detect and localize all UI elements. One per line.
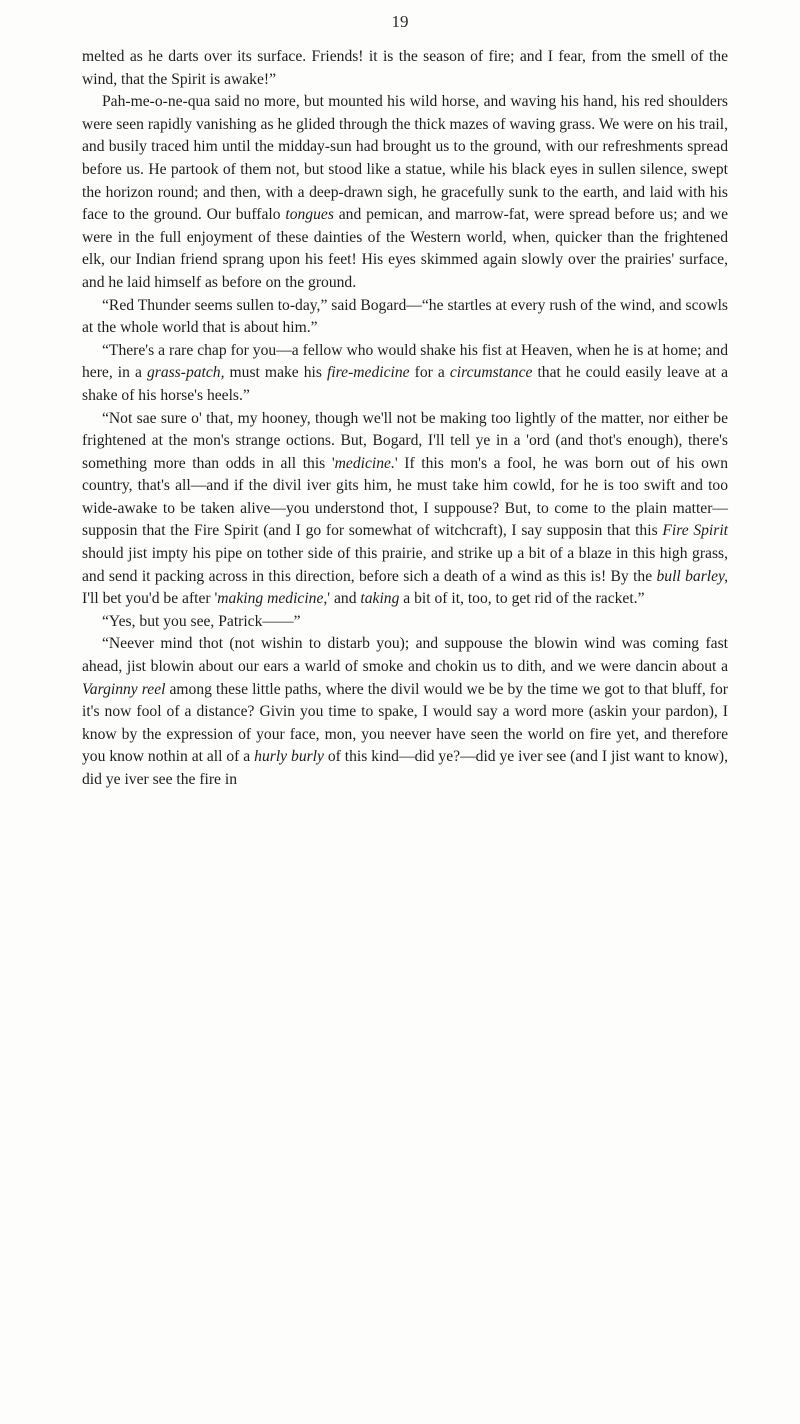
paragraph xyxy=(82,46,728,91)
italic-text: tongues xyxy=(285,206,334,224)
italic-text: Fire Spirit xyxy=(662,522,729,540)
italic-text: circumstance xyxy=(449,364,533,382)
text-segment: “There's a rare chap for you—a fellow who would shake his fist at Heaven, when he is at home; and here, in a xyxy=(82,341,728,382)
text-segment: of this kind—did ye?—did ye iver see (and I jist want to know), did ye iver see the fire in xyxy=(82,748,728,788)
italic-text: making medicine, xyxy=(217,590,328,608)
italic-text: hurly burly xyxy=(254,748,324,766)
text-segment: “Red Thunder seems sullen to-day,” said Bogard—“he startles at every rush of the wind, and scowls at the whole world that is about him.” xyxy=(82,296,728,337)
text-segment: must make his xyxy=(224,364,328,382)
text-segment: ' and xyxy=(327,590,361,608)
text-segment: among these little paths, where the divil would we be by the time we got to that bluff, for it's now fool of a distance? Givin you time to spake, I would say a word more (askin your pardon), I know by the expression of your face, mon, you neever have seen the world on fire yet, and therefore you know nothin at all of a xyxy=(82,680,728,766)
paragraph xyxy=(82,91,728,294)
italic-text: fire-medicine xyxy=(327,364,410,382)
italic-text: Varginny reel xyxy=(82,680,166,698)
paragraph xyxy=(82,340,728,408)
text-segment: a bit of it, too, to get rid of the racket.” xyxy=(399,590,645,608)
body-text xyxy=(82,46,728,792)
text-segment: I'll bet you'd be after ' xyxy=(82,590,218,608)
italic-text: grass-patch, xyxy=(146,364,225,382)
italic-text: medicine. xyxy=(334,454,395,472)
text-segment: ' If this mon's a fool, he was born out of his own country, that's all—and if the divil iver gits him, he must take him cowld, for he is too swift and too wide-awake to be taken alive—you understond thot, I suppouse? But, to come to the plain matter—supposin that the Fire Spirit (and I go for somewhat of witchcraft), I say supposin that this xyxy=(82,454,728,540)
text-segment: that he could easily leave at a shake of his horse's heels.” xyxy=(82,364,728,404)
paragraph xyxy=(82,633,728,791)
text-segment: should jist impty his pipe on tother side of this prairie, and strike up a bit of a blaze in this high grass, and send it packing across in this direction, before sich a death of a wind as this is! By the xyxy=(82,545,728,585)
paragraph xyxy=(82,408,728,611)
text-segment: and pemican, and marrow-fat, were spread before us; and we were in the full enjoyment of these dainties of the Western world, when, quicker than the frightened elk, our Indian friend sprang upon his feet! His eyes skimmed again slowly over the prairies' surface, and he laid himself as before on the ground. xyxy=(82,206,728,291)
page-number: 19 xyxy=(391,12,409,31)
text-segment: “Neever mind thot (not wishin to distarb you); and suppouse the blowin wind was coming fast ahead, jist blowin about our ears a warld of smoke and chokin us to dith, and we were dancin about a xyxy=(82,635,728,676)
text-segment: “Yes, but you see, Patrick——” xyxy=(102,612,301,630)
italic-text: bull barley, xyxy=(656,567,728,585)
text-segment: melted as he darts over its surface. Friends! it is the season of fire; and I fear, from the smell of the wind, that the Spirit is awake!” xyxy=(82,48,728,88)
text-segment: Pah-me-o-ne-qua said no more, but mounted his wild horse, and waving his hand, his red shoulders were seen rapidly vanishing as he glided through the thick mazes of waving grass. We were on his trail, and busily traced him until the midday-sun had brought us to the ground, with our refreshments spread before us. He partook of them not, but stood like a statue, while his black eyes in sullen silence, swept the horizon round; and then, with a deep-drawn sigh, he gracefully sunk to the earth, and laid with his face to the ground. Our buffalo xyxy=(82,93,728,224)
text-segment: for a xyxy=(409,364,450,382)
paragraph xyxy=(82,295,728,340)
text-segment: “Not sae sure o' that, my hooney, though we'll not be making too lightly of the matter, nor either be frightened at the mon's strange octions. But, Bogard, I'll tell ye in a 'ord (and thot's enough), there's something more than odds in all this ' xyxy=(82,409,728,472)
italic-text: taking xyxy=(360,590,400,608)
paragraph xyxy=(82,611,728,634)
